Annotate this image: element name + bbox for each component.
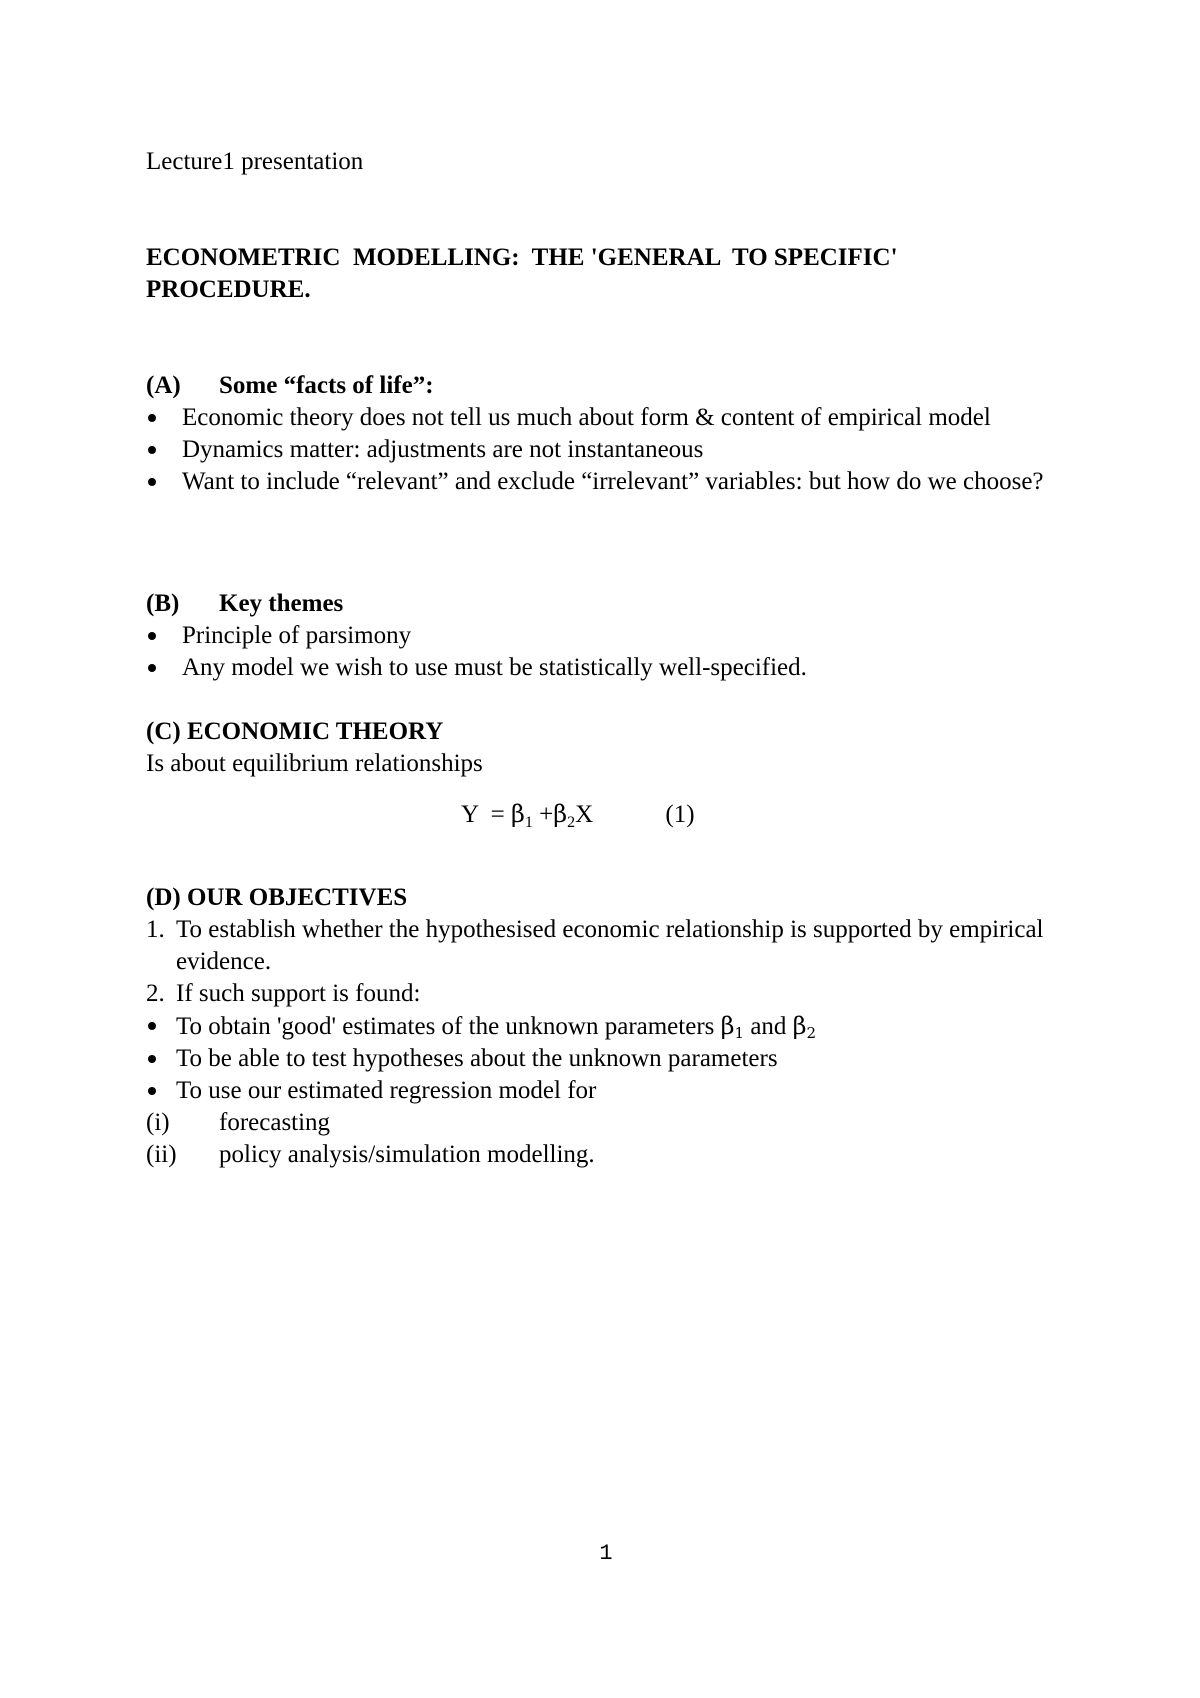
- list-item-text: Principle of parsimony: [182, 622, 412, 649]
- section-d: [146, 882, 1086, 1171]
- section-a-title: Some “facts of life”:: [219, 372, 434, 399]
- objectives-bullet-list: [146, 1010, 1086, 1107]
- section-c-heading: (C) ECONOMIC THEORY: [146, 718, 444, 745]
- objective-item-2: [146, 978, 1086, 1010]
- roman-numeral: (i): [146, 1109, 170, 1136]
- bullet-icon: [148, 478, 156, 486]
- list-item: [146, 620, 1086, 652]
- list-item: [146, 1043, 1086, 1075]
- section-b-heading: [146, 588, 1086, 620]
- beta-2-subscript: 2: [806, 1024, 817, 1042]
- list-item: [146, 1010, 1086, 1043]
- bullet-icon: [148, 446, 156, 454]
- section-a: [146, 370, 1086, 498]
- beta-1: β: [720, 1012, 735, 1040]
- section-a-bullet-list: [146, 402, 1086, 498]
- list-item-text: forecasting: [219, 1109, 331, 1136]
- document-title-line-2: PROCEDURE.: [146, 276, 311, 303]
- list-item: [146, 402, 1086, 434]
- section-a-heading: [146, 370, 1086, 402]
- list-item-text: Want to include “relevant” and exclude “irrelevant” variables: but how do we choose?: [182, 468, 1044, 495]
- list-item-text: Any model we wish to use must be statistically well-specified.: [182, 654, 807, 681]
- list-item-text: Economic theory does not tell us much about form & content of empirical model: [182, 404, 991, 431]
- equation-subscript-1: 1: [524, 814, 533, 831]
- list-item: [146, 1107, 1086, 1139]
- section-b: [146, 588, 1086, 684]
- equation-beta-1: β: [510, 800, 525, 828]
- bullet-icon: [148, 414, 156, 422]
- list-item: [146, 1139, 1086, 1171]
- list-item-text: To obtain 'good' estimates of the unknown parameters: [176, 1013, 715, 1040]
- beta-1-subscript: 1: [734, 1024, 745, 1042]
- use-cases-list: [146, 1107, 1086, 1171]
- section-b-letter: (B): [146, 590, 180, 617]
- equation-plus: +: [539, 801, 554, 828]
- document-title: [146, 242, 1086, 306]
- section-c: [146, 716, 1086, 780]
- list-item-text: Dynamics matter: adjustments are not instantaneous: [182, 436, 704, 463]
- page-number: 1: [599, 1541, 613, 1566]
- document-label: Lecture1 presentation: [146, 148, 364, 175]
- bullet-icon: [148, 1055, 156, 1063]
- equation-variable: X: [575, 801, 594, 828]
- bullet-icon: [148, 1022, 156, 1030]
- list-item-text: policy analysis/simulation modelling.: [219, 1141, 595, 1168]
- objective-text: To establish whether the hypothesised economic relationship is supported by empirical evidence.: [176, 916, 1044, 975]
- bullet-icon: [148, 632, 156, 640]
- roman-numeral: (ii): [146, 1141, 177, 1168]
- list-item-text: To be able to test hypotheses about the unknown parameters: [176, 1045, 778, 1072]
- section-a-letter: (A): [146, 372, 181, 399]
- objective-number: 1.: [146, 916, 165, 943]
- equation: [461, 798, 695, 831]
- bullet-icon: [148, 664, 156, 672]
- section-c-text: Is about equilibrium relationships: [146, 750, 483, 777]
- list-item: [146, 1075, 1086, 1107]
- bullet-icon: [148, 1087, 156, 1095]
- equation-subscript-2: 2: [567, 814, 576, 831]
- beta-2: β: [792, 1012, 807, 1040]
- list-item-text: To use our estimated regression model for: [176, 1077, 597, 1104]
- list-item: [146, 434, 1086, 466]
- document-title-line-1: ECONOMETRIC MODELLING: THE 'GENERAL TO SPECIFIC': [146, 244, 898, 271]
- equation-number: (1): [665, 801, 695, 828]
- objective-number: 2.: [146, 980, 165, 1007]
- equation-beta-2: β: [553, 800, 568, 828]
- section-b-title: Key themes: [219, 590, 344, 617]
- section-b-bullet-list: [146, 620, 1086, 684]
- list-item: [146, 466, 1086, 498]
- conjunction: and: [750, 1013, 787, 1040]
- section-d-heading: (D) OUR OBJECTIVES: [146, 884, 408, 911]
- objective-text: If such support is found:: [176, 980, 421, 1007]
- list-item: [146, 652, 1086, 684]
- equation-lhs: Y =: [461, 801, 505, 828]
- objective-item-1: [146, 914, 1086, 978]
